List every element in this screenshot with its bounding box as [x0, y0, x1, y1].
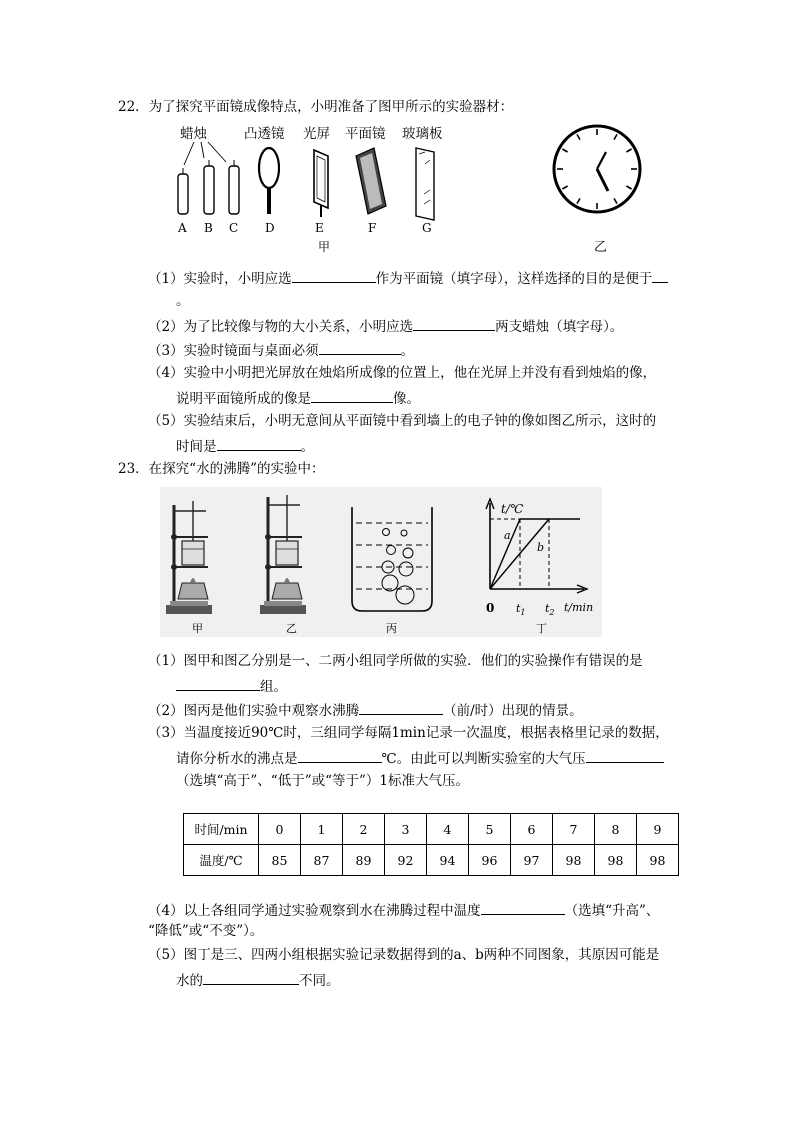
figure-boiling — [160, 487, 602, 637]
answer-blank-22-1a[interactable] — [292, 268, 376, 283]
q22-s3: （3）实验时镜面与桌面必须 。 — [148, 340, 414, 360]
candle-a — [178, 168, 188, 214]
table-row-temp — [184, 845, 679, 876]
q22-s4-cont: 说明平面镜所成的像是 像。 — [176, 388, 420, 408]
q22-s1: （1）实验时，小明应选 作为平面镜（填字母），这样选择的目的是便于 — [148, 268, 668, 288]
letter-c: C — [229, 221, 239, 235]
table-cell: 9 — [637, 814, 679, 845]
table-cell: 87 — [301, 845, 343, 876]
answer-blank-23-2[interactable] — [359, 700, 443, 715]
candle-c — [229, 160, 239, 214]
caption-bing: 丙 — [386, 622, 397, 635]
table-cell: 6 — [511, 814, 553, 845]
answer-blank-22-4[interactable] — [311, 388, 393, 403]
label-candle: 蜡烛 — [180, 126, 207, 142]
q23-s3: （3）当温度接近90℃时，三组同学每隔1min记录一次温度，根据表格里记录的数据， — [148, 725, 669, 741]
graph-t1: $t_1$ — [516, 602, 526, 617]
graph-line-b-label: b — [537, 541, 545, 554]
q22-s5-cont: 时间是 。 — [176, 436, 314, 456]
plane-mirror — [356, 148, 386, 214]
answer-blank-22-2[interactable] — [413, 316, 495, 331]
table-header-time: 时间/min — [184, 814, 259, 845]
answer-blank-23-3a[interactable] — [298, 748, 382, 763]
table-cell: 5 — [469, 814, 511, 845]
hour-hand — [597, 169, 608, 191]
answer-blank-23-4[interactable] — [481, 900, 565, 915]
q22-intro: 22．为了探究平面镜成像特点，小明准备了图甲所示的实验器材： — [118, 99, 514, 115]
letter-a: A — [178, 221, 187, 235]
table-cell: 92 — [385, 845, 427, 876]
q23-s1: （1）图甲和图乙分别是一、二两小组同学所做的实验．他们的实验操作有错误的是 — [148, 653, 643, 669]
table-cell: 4 — [427, 814, 469, 845]
table-cell: 98 — [595, 845, 637, 876]
letter-d: D — [265, 221, 275, 235]
answer-blank-23-1[interactable] — [176, 676, 260, 691]
q22-s1-end: 。 — [176, 293, 190, 309]
q22-s2: （2）为了比较像与物的大小关系，小明应选 两支蜡烛（填字母）。 — [148, 316, 623, 336]
convex-lens — [259, 148, 279, 214]
table-cell: 8 — [595, 814, 637, 845]
answer-blank-22-5[interactable] — [217, 436, 301, 451]
graph-ylabel: t/℃ — [501, 502, 524, 516]
q23-s3-cont: 请你分析水的沸点是 ℃。由此可以判断实验室的大气压 — [176, 748, 664, 768]
q23-s5-cont: 水的 不同。 — [176, 970, 340, 990]
label-screen: 光屏 — [303, 126, 330, 142]
table-cell: 94 — [427, 845, 469, 876]
q23-s4-cont: “降低”或“不变”）。 — [148, 923, 264, 939]
figure-jia — [168, 120, 468, 255]
q22-s4: （4）实验中小明把光屏放在烛焰所成像的位置上，他在光屏上并没有看到烛焰的像， — [148, 365, 657, 381]
q23-s1-cont: 组。 — [176, 676, 287, 696]
letter-g: G — [422, 221, 432, 235]
table-row-time — [184, 814, 679, 845]
caption-ding: 丁 — [536, 622, 547, 635]
table-cell: 98 — [637, 845, 679, 876]
table-cell: 2 — [343, 814, 385, 845]
table-cell: 1 — [301, 814, 343, 845]
label-mirror: 平面镜 — [345, 126, 386, 142]
table-cell: 0 — [259, 814, 301, 845]
letter-b: B — [204, 221, 213, 235]
caption-yi-2: 乙 — [286, 622, 297, 635]
temperature-table — [183, 813, 679, 876]
answer-blank-22-3[interactable] — [319, 340, 401, 355]
table-cell: 85 — [259, 845, 301, 876]
table-cell: 98 — [553, 845, 595, 876]
caption-jia-2: 甲 — [192, 622, 203, 635]
table-cell: 3 — [385, 814, 427, 845]
graph-xlabel: t/min — [564, 601, 594, 614]
figure-yi-clock — [550, 120, 650, 255]
graph-origin: 0 — [486, 601, 495, 615]
answer-blank-23-5[interactable] — [203, 970, 299, 985]
light-screen — [314, 150, 328, 217]
glass-plate — [416, 148, 434, 220]
label-lens: 凸透镜 — [244, 126, 285, 142]
table-header-temp: 温度/℃ — [184, 845, 259, 876]
q23-s5: （5）图丁是三、四两小组根据实验记录数据得到的a、b两种不同图象，其原因可能是 — [148, 947, 660, 963]
letter-e: E — [315, 221, 324, 235]
letter-f: F — [368, 221, 377, 235]
table-cell: 89 — [343, 845, 385, 876]
q23-s2: （2）图丙是他们实验中观察水沸腾 （前/时）出现的情景。 — [148, 700, 583, 720]
graph-t2: $t_2$ — [545, 602, 555, 617]
graph-line-a-label: a — [504, 529, 511, 542]
q23-s3-options: （选填“高于”、“低于”或“等于”）1标准大气压。 — [176, 773, 469, 789]
q23-intro: 23．在探究“水的沸腾”的实验中： — [118, 461, 325, 477]
q22-s5: （5）实验结束后，小明无意间从平面镜中看到墙上的电子钟的像如图乙所示，这时的 — [148, 413, 657, 429]
answer-blank-23-3b[interactable] — [586, 748, 664, 763]
table-cell: 96 — [469, 845, 511, 876]
answer-blank-22-1b[interactable] — [652, 268, 668, 283]
candle-b — [204, 160, 214, 214]
caption-yi: 乙 — [594, 240, 608, 255]
caption-jia: 甲 — [318, 240, 331, 254]
minute-hand — [597, 152, 606, 169]
label-glass: 玻璃板 — [402, 126, 443, 142]
q23-s4: （4）以上各组同学通过实验观察到水在沸腾过程中温度 （选填“升高”、 — [148, 900, 659, 920]
table-cell: 7 — [553, 814, 595, 845]
table-cell: 97 — [511, 845, 553, 876]
